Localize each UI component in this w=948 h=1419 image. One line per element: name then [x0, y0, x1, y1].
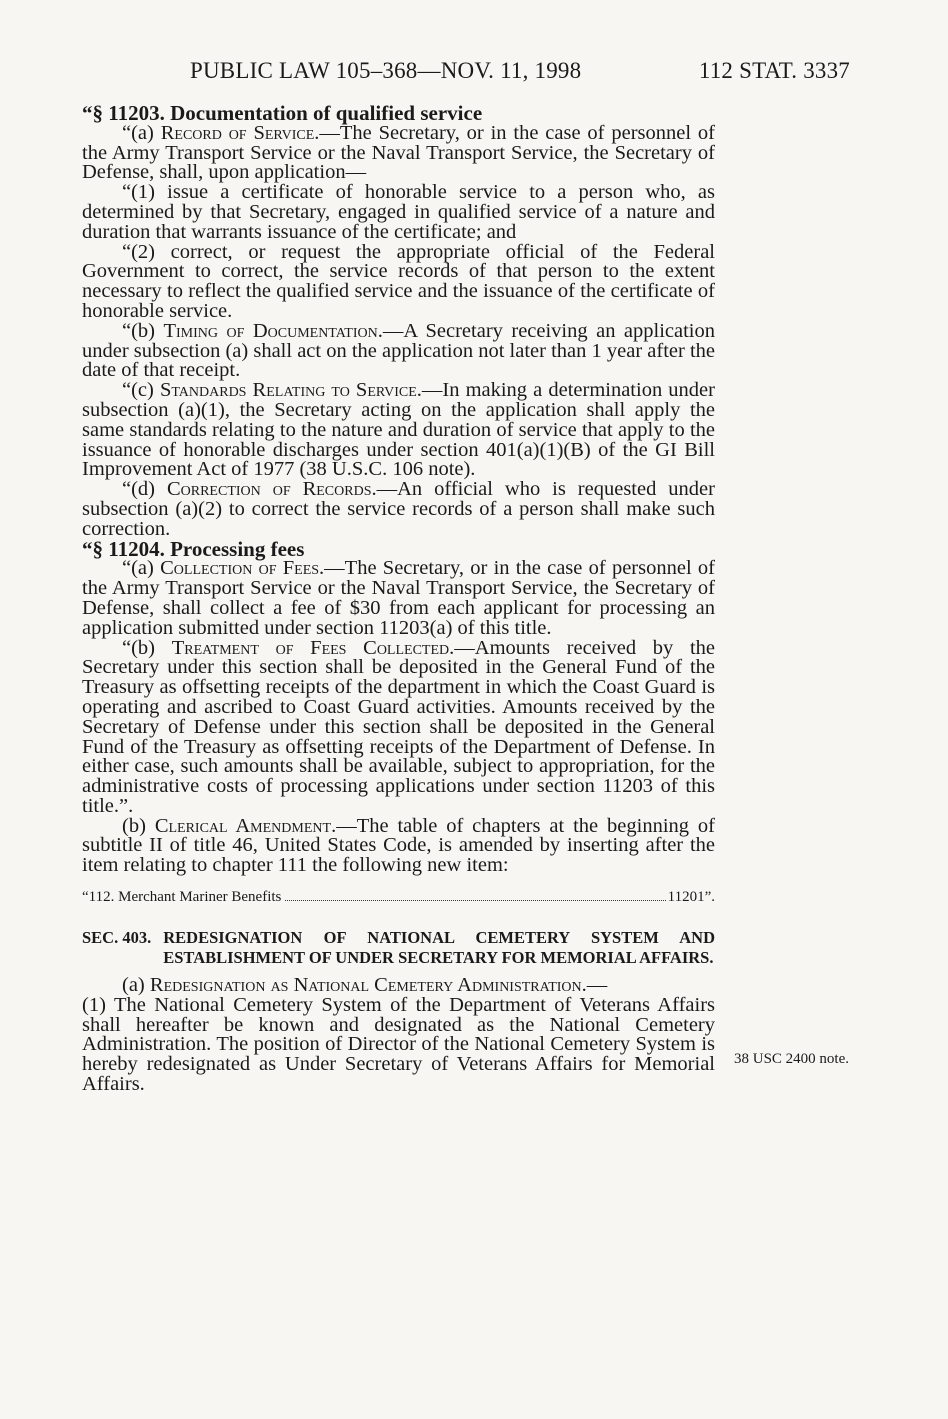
stat-reference: 112 STAT. 3337 — [698, 58, 850, 83]
subsection-lead: “(c) — [122, 379, 160, 402]
subsection-11203-d — [82, 480, 715, 539]
paragraph-403-a1: (1) The National Cemetery System of the Department of Veterans Affairs shall hereafter be known and designated as the National Cemetery Administration. The position of Director of the National Cemetery System is hereby redesignated as Under Secretary of Veterans Affairs for Memorial Affairs. — [82, 993, 715, 1096]
section-number: SEC. 403. — [82, 928, 152, 948]
subsection-caption: Timing of Documentation — [163, 319, 378, 342]
toc-item-reference: 11201”. — [667, 889, 715, 906]
subsection-dash: .— — [581, 974, 608, 997]
paragraph-11203-a1: “(1) issue a certificate of honorable service to a person who, as determined by that Secretary, engaged in qualified service of a nature and duration that warrants issuance of the certificate; and — [82, 181, 715, 243]
subsection-lead: “(b) — [122, 319, 164, 342]
subsection-11203-c — [82, 381, 715, 480]
section-title: REDESIGNATION OF NATIONAL CEMETERY SYSTEM AND ESTABLISHMENT OF UNDER SECRETARY FOR MEMORIAL AFFAIRS. — [163, 928, 715, 968]
toc-item-title: “112. Merchant Mariner Benefits — [82, 889, 282, 906]
subsection-11204-a — [82, 559, 715, 638]
subsection-lead: “(d) — [122, 478, 167, 501]
subsection-11204-b — [82, 636, 715, 817]
subsection-text: .—An official who is requested under subsection (a)(2) to correct the service records of a person shall make such correction. — [82, 478, 715, 540]
subsection-11203-b — [82, 319, 715, 382]
subsection-text: .—The table of chapters at the beginning of subtitle II of title 46, United States Code, is amended by inserting after the item relating to chapter 111 the following new item: — [82, 814, 715, 877]
subsection-text: .—The Secretary, or in the case of personnel of the Army Transport Service or the Naval Transport Service, the Secretary of Defense, shall collect a fee of $30 from each applicant for processing an application submitted under section 11203(a) of this title. — [82, 557, 715, 639]
clerical-amendment — [82, 814, 715, 877]
subsection-11203-a — [82, 121, 715, 184]
subsection-text: .—The Secretary, or in the case of personnel of the Army Transport Service or the Naval Transport Service, the Secretary of Defense, shall, upon application— — [82, 121, 715, 184]
subsection-lead: (a) — [122, 974, 150, 997]
document-body — [82, 101, 715, 1096]
margin-note: 38 USC 2400 note. — [734, 1051, 850, 1067]
table-of-chapters-item — [82, 888, 715, 906]
subsection-lead: “(a) — [122, 557, 161, 580]
section-11203-heading: “§ 11203. Documentation of qualified service — [82, 101, 483, 125]
paragraph-11203-a2: “(2) correct, or request the appropriate official of the Federal Government to correct, the service records of that person to the extent necessary to reflect the qualified service and the issuance of the certificate of honorable service. — [82, 240, 715, 322]
subsection-text: .—In making a determination under subsection (a)(1), the Secretary acting on the application shall apply the same standards relating to the nature and duration of service that apply to the issuance of honorable discharges under section 401(a)(1)(B) of the GI Bill Improvement Act of 1977 (38 U.S.C. 106 note). — [82, 379, 715, 481]
subsection-caption: Treatment of Fees Collected — [171, 636, 450, 659]
subsection-lead: “(b) — [122, 636, 172, 659]
subsection-caption: Redesignation as National Cemetery Administration — [149, 974, 582, 997]
subsection-403-a — [82, 976, 715, 996]
subsection-caption: Correction of Records — [166, 478, 372, 501]
subsection-text: .—Amounts received by the Secretary under this section shall be deposited in the General Fund of the Treasury as offsetting receipts of the department in which the Coast Guard is operating and ascribed to Coast Guard activities. Amounts received by the Secretary of Defense under this section shall be deposited in the General Fund of the Treasury as offsetting receipts of the Department of Defense. In either case, such amounts shall be available, subject to appropriation, for the administrative costs of processing applications under section 11203 of this title.”. — [82, 636, 715, 817]
subsection-text: .—A Secretary receiving an application under subsection (a) shall act on the application not later than 1 year after the date of that receipt. — [82, 319, 715, 382]
section-11204-heading: “§ 11204. Processing fees — [82, 536, 305, 561]
toc-leader-dots — [285, 900, 665, 901]
subsection-caption: Collection of Fees — [160, 557, 320, 580]
section-403-heading — [82, 928, 715, 968]
law-title: PUBLIC LAW 105–368—NOV. 11, 1998 — [190, 58, 582, 83]
subsection-caption: Clerical Amendment — [154, 814, 332, 837]
subsection-caption: Standards Relating to Service — [159, 379, 417, 402]
subsection-caption: Record of Service — [160, 121, 315, 144]
subsection-lead: (b) — [122, 814, 155, 837]
subsection-lead: “(a) — [122, 121, 161, 144]
